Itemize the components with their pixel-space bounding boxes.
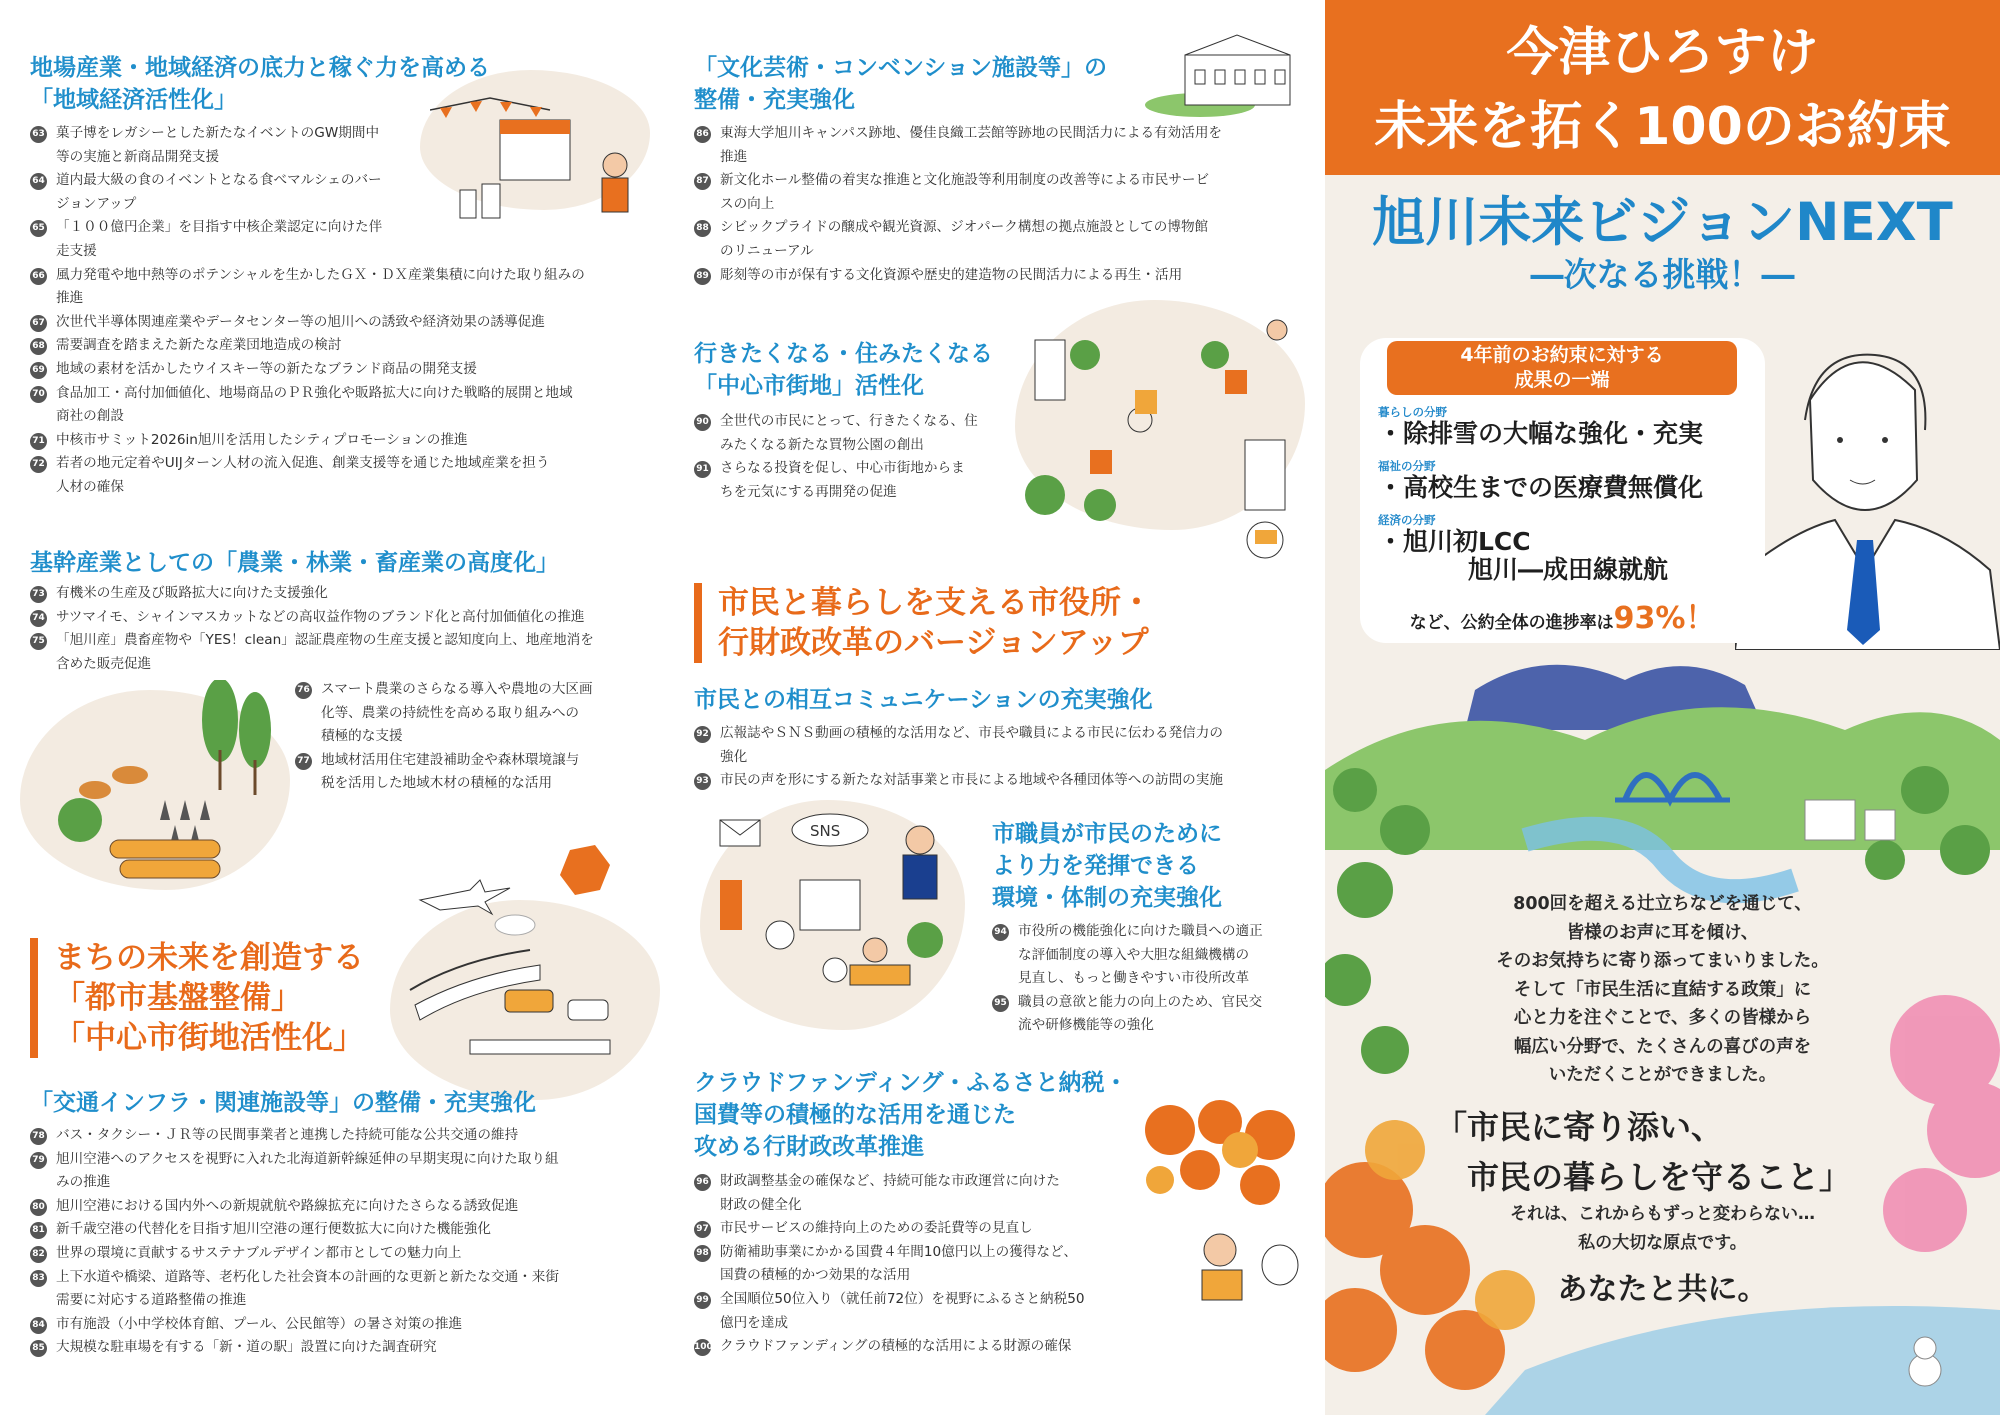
- progress-rate: など、公約全体の進捗率は93%！: [1409, 601, 1716, 636]
- promise-number-badge: 72: [30, 456, 47, 473]
- promise-text: さらなる投資を促し、中心市街地からま: [720, 460, 965, 477]
- section-title-staff-environment: 市職員が市民のために より力を発揮できる 環境・体制の充実強化: [992, 821, 1222, 911]
- promise-list-city-center: [694, 410, 1024, 504]
- promise-text: 需要に対応する道路整備の推進: [56, 1292, 247, 1309]
- city-office-illustration: [700, 800, 965, 1030]
- promise-item: [30, 1266, 660, 1313]
- promise-item: [694, 769, 1319, 793]
- promise-text: 市役所の機能強化に向けた職員への適正: [1018, 923, 1263, 939]
- promise-item: [694, 122, 1319, 169]
- achievement-snow-removal: ・除排雪の大幅な強化・充実: [1378, 419, 1704, 448]
- promise-number-badge: 99: [694, 1292, 711, 1309]
- promise-text: ちを元気にする再開発の促進: [720, 483, 897, 500]
- column-right-cover: [1325, 0, 2000, 1415]
- headline-promise: 未来を拓く100のお約束: [1374, 97, 1951, 157]
- promise-number-badge: 85: [30, 1340, 47, 1357]
- sns-bubble-text: SNS: [810, 822, 841, 840]
- promise-list-staff-environment: [992, 920, 1317, 1038]
- promise-list-transport: [30, 1124, 660, 1360]
- column-left: [0, 0, 680, 1415]
- promise-list-agriculture-2: [295, 678, 670, 796]
- promise-item: [694, 1217, 1144, 1241]
- promise-item: [694, 410, 1024, 457]
- promise-number-badge: 97: [694, 1221, 711, 1238]
- shopping-street-illustration: [1015, 300, 1310, 590]
- promise-number-badge: 80: [30, 1199, 47, 1216]
- promise-number-badge: 63: [30, 126, 47, 143]
- promise-number-badge: 64: [30, 173, 47, 190]
- promise-number-badge: 78: [30, 1128, 47, 1145]
- promise-text: のリニューアル: [720, 242, 814, 259]
- promise-text: 世界の環境に貢献するサステナブルデザイン都市としての魅力向上: [56, 1244, 462, 1261]
- promise-number-badge: 90: [694, 414, 711, 431]
- promise-text: 風力発電や地中熱等のポテンシャルを生かしたＧＸ・ＤＸ産業集積に向けた取り組みの: [56, 266, 585, 283]
- headline-candidate: 今津ひろすけ: [1506, 23, 1819, 83]
- promise-text: 化等、農業の持続性を高める取り組みへの: [321, 704, 580, 721]
- promise-text: 新千歳空港の代替化を目指す旭川空港の運行便数拡大に向けた機能強化: [56, 1221, 491, 1238]
- promise-number-badge: 70: [30, 386, 47, 403]
- promise-text: 億円を達成: [720, 1314, 788, 1331]
- promise-item: [30, 1336, 660, 1360]
- category-economy: 経済の分野: [1378, 513, 1436, 527]
- promise-item: [30, 311, 650, 335]
- promise-number-badge: 100: [694, 1339, 711, 1356]
- big-title-city-hall-reform: 市民と暮らしを支える市役所・ 行財政改革のバージョンアップ: [694, 583, 1152, 663]
- promise-number-badge: 88: [694, 220, 711, 237]
- promise-text: 推進: [56, 290, 84, 307]
- promise-text: シビックプライドの醸成や観光資源、ジオパーク構想の拠点施設としての博物館: [720, 219, 1209, 236]
- promise-number-badge: 87: [694, 173, 711, 190]
- achievement-narita-route: 旭川―成田線就航: [1468, 555, 1669, 584]
- promise-item: [694, 457, 1024, 504]
- promise-text: 菓子博をレガシーとした新たなイベントのGW期間中: [56, 125, 380, 141]
- section-title-culture: 「文化芸術・コンベンション施設等」の 整備・充実強化: [694, 55, 1107, 113]
- promise-number-badge: 82: [30, 1246, 47, 1263]
- promise-number-badge: 92: [694, 726, 711, 743]
- promise-number-badge: 67: [30, 315, 47, 332]
- promise-list-culture: [694, 122, 1319, 287]
- achievement-medical-free: ・高校生までの医療費無償化: [1378, 473, 1704, 502]
- museum-building-illustration: [1140, 30, 1300, 120]
- promise-text: な評価制度の導入や大胆な組織機構の: [1018, 946, 1250, 963]
- transport-illustration: [400, 840, 650, 1080]
- promise-number-badge: 95: [992, 995, 1009, 1012]
- promise-text: 地域材活用住宅建設補助金や森林環境譲与: [321, 751, 580, 768]
- promise-item: [694, 169, 1319, 216]
- promise-number-badge: 65: [30, 220, 47, 237]
- promise-item: [694, 264, 1319, 288]
- promise-text: 中核市サミット2026in旭川を活用したシティプロモーションの推進: [56, 431, 468, 448]
- promise-item: [992, 920, 1317, 991]
- promise-number-badge: 68: [30, 338, 47, 355]
- achievement-lcc: ・旭川初LCC: [1378, 527, 1531, 556]
- promise-text: 等の実施と新商品開発支援: [56, 148, 220, 165]
- promise-item: [30, 629, 660, 676]
- promise-item: [30, 382, 650, 429]
- promise-text: 大規模な駐車場を有する「新・道の駅」設置に向けた調査研究: [56, 1339, 437, 1356]
- promise-item: [992, 991, 1317, 1038]
- promise-number-badge: 86: [694, 126, 711, 143]
- promise-text: 防衛補助事業にかかる国費４年間10億円以上の獲得など、: [720, 1243, 1078, 1260]
- promise-list-agriculture: [30, 582, 660, 676]
- promise-text: 「１００億円企業」を目指す中核企業認定に向けた伴: [56, 219, 383, 236]
- vision-subtitle: ―次なる挑戦！―: [1530, 255, 1795, 294]
- promise-text: 流や研修機能等の強化: [1018, 1017, 1154, 1034]
- candidate-portrait-illustration: [1735, 340, 2000, 650]
- promise-text: 需要調査を踏まえた新たな産業団地造成の検討: [56, 337, 342, 354]
- promise-text: 職員の意欲と能力の向上のため、官民交: [1018, 993, 1263, 1010]
- promise-text: バス・タクシー・ＪＲ等の民間事業者と連携した持続可能な公共交通の維持: [56, 1127, 519, 1143]
- promise-text: 強化: [720, 748, 748, 765]
- promise-item: [30, 1148, 660, 1195]
- promise-text: 走支援: [56, 242, 97, 259]
- promise-text: スマート農業のさらなる導入や農地の大区画: [321, 681, 593, 697]
- promise-item: [30, 582, 660, 606]
- column-middle: [680, 0, 1325, 1415]
- promise-text: 税を活用した地域木材の積極的な活用: [321, 775, 553, 792]
- promise-number-badge: 77: [295, 753, 312, 770]
- promise-number-badge: 89: [694, 268, 711, 285]
- promise-text: 彫刻等の市が保有する文化資源や歴史的建造物の民間活力による再生・活用: [720, 266, 1183, 283]
- closing-slogan: あなたと共に。: [1557, 1272, 1768, 1307]
- progress-rate-value: 93%！: [1613, 601, 1716, 636]
- section-title-city-center: 行きたくなる・住みたくなる 「中心市街地」活性化: [694, 341, 993, 399]
- promise-text: 東海大学旭川キャンパス跡地、優佳良織工芸館等跡地の民間活力による有効活用を: [720, 125, 1223, 141]
- section-title-fiscal-reform: クラウドファンディング・ふるさと納税・ 国費等の積極的な活用を通じた 攻める行財政改革推進: [694, 1070, 1128, 1160]
- promise-item: [694, 1241, 1144, 1288]
- promise-text: クラウドファンディングの積極的な活用による財源の確保: [720, 1338, 1072, 1355]
- promise-item: [30, 429, 650, 453]
- promise-text: 全国順位50位入り（就任前72位）を視野にふるさと納税50: [720, 1290, 1085, 1307]
- headline-banner: [1325, 0, 2000, 175]
- message-paragraph: 800回を超える辻立ちなどを通じて、 皆様のお声に耳を傾け、 そのお気持ちに寄り添ってまいりました。 そして「市民生活に直結する政策」に 心と力を注ぐことで、多くの皆様から 幅広い分野で、たくさんの喜びの声を いただくことができました。: [1496, 894, 1829, 1085]
- promise-item: [30, 264, 650, 311]
- promise-number-badge: 69: [30, 362, 47, 379]
- promise-item: [30, 1242, 660, 1266]
- promise-text: 旭川空港へのアクセスを視野に入れた北海道新幹線延伸の早期実現に向けた取り組: [56, 1150, 559, 1167]
- promise-number-badge: 93: [694, 773, 711, 790]
- promise-item: [30, 452, 650, 499]
- promise-text: 商社の創設: [56, 408, 124, 425]
- promise-item: [30, 358, 650, 382]
- promise-item: [694, 1170, 1144, 1217]
- promise-number-badge: 74: [30, 610, 47, 627]
- promise-text: 財政調整基金の確保など、持続可能な市政運営に向けた: [720, 1173, 1060, 1189]
- promise-number-badge: 94: [992, 924, 1009, 941]
- promise-text: 推進: [720, 148, 748, 165]
- achievements-card: [1360, 338, 1765, 643]
- promise-number-badge: 66: [30, 268, 47, 285]
- promise-text: 若者の地元定着やUIJターン人材の流入促進、創業支援等を通じた地域産業を担う: [56, 455, 550, 472]
- promise-number-badge: 91: [694, 461, 711, 478]
- category-welfare: 福祉の分野: [1378, 459, 1436, 473]
- promise-text: 財政の健全化: [720, 1196, 802, 1213]
- farm-illustration: [25, 680, 290, 890]
- promise-number-badge: 76: [295, 682, 312, 699]
- achievements-header: 4年前のお約束に対する 成果の一端: [1387, 341, 1737, 395]
- promise-text: 地域の素材を活かしたウイスキー等の新たなブランド商品の開発支援: [56, 360, 477, 377]
- promise-item: [30, 334, 650, 358]
- autumn-trees-illustration: [1140, 1100, 1315, 1320]
- promise-text: 広報誌やＳＮＳ動画の積極的な活用など、市長や職員による市民に伝わる発信力の: [720, 725, 1223, 741]
- market-stall-illustration: [430, 80, 650, 230]
- promise-number-badge: 71: [30, 433, 47, 450]
- promise-text: 次世代半導体関連産業やデータセンター等の旭川への誘致や経済効果の誘導促進: [56, 313, 545, 330]
- closing-message: それは、これからもずっと変わらない… 私の大切な原点です。: [1510, 1204, 1815, 1253]
- promise-list-fiscal-reform: [694, 1170, 1144, 1359]
- promise-item: [30, 1195, 660, 1219]
- promise-number-badge: 81: [30, 1222, 47, 1239]
- promise-text: 食品加工・高付加価値化、地場商品のＰＲ強化や販路拡大に向けた戦略的展開と地域: [56, 384, 573, 401]
- vision-title: 旭川未来ビジョンNEXT: [1372, 192, 1953, 253]
- promise-text: 新文化ホール整備の着実な推進と文化施設等利用制度の改善等による市民サービ: [720, 172, 1210, 189]
- promise-item: [30, 1313, 660, 1337]
- promise-number-badge: 75: [30, 633, 47, 650]
- promise-number-badge: 84: [30, 1317, 47, 1334]
- promise-text: 見直し、もっと働きやすい市役所改革: [1018, 970, 1250, 987]
- section-title-local-economy: 地場産業・地域経済の底力と稼ぐ力を高める 「地域経済活性化」: [30, 55, 490, 113]
- promise-text: みたくなる新たな買物公園の創出: [720, 436, 924, 453]
- promise-item: [295, 678, 670, 749]
- promise-item: [30, 606, 660, 630]
- promise-text: 国費の積極的かつ効果的な活用: [720, 1267, 911, 1284]
- promise-item: [694, 1335, 1144, 1359]
- section-title-agriculture: 基幹産業としての「農業・林業・畜産業の高度化」: [30, 550, 559, 576]
- promise-item: [30, 1218, 660, 1242]
- section-title-communication: 市民との相互コミュニケーションの充実強化: [694, 687, 1153, 713]
- promise-text: 市民の声を形にする新たな対話事業と市長による地域や各種団体等への訪問の実施: [720, 772, 1223, 789]
- promise-item: [295, 749, 670, 796]
- promise-text: 積極的な支援: [321, 728, 403, 745]
- big-title-urban-infrastructure: まちの未来を創造する 「都市基盤整備」 「中心市街地活性化」: [30, 938, 364, 1058]
- section-title-transport: 「交通インフラ・関連施設等」の整備・充実強化: [30, 1090, 536, 1116]
- promise-text: 旭川空港における国内外への新規就航や路線拡充に向けたさらなる誘致促進: [56, 1197, 519, 1214]
- promise-text: サツマイモ、シャインマスカットなどの高収益作物のブランド化と高付加価値化の推進: [56, 608, 585, 625]
- promise-list-communication: [694, 722, 1319, 793]
- quote-text: 「市民に寄り添い、 市民の暮らしを守ること」: [1435, 1108, 1852, 1196]
- promise-text: スの向上: [720, 195, 775, 212]
- category-living: 暮らしの分野: [1378, 405, 1447, 419]
- promise-text: 道内最大級の食のイベントとなる食べマルシェのバー: [56, 172, 382, 189]
- promise-number-badge: 83: [30, 1270, 47, 1287]
- promise-text: 上下水道や橋梁、道路等、老朽化した社会資本の計画的な更新と新たな交通・来街: [56, 1268, 559, 1285]
- promise-item: [694, 722, 1319, 769]
- promise-number-badge: 73: [30, 586, 47, 603]
- promise-item: [694, 216, 1319, 263]
- promise-text: 含めた販売促進: [56, 655, 152, 672]
- promise-item: [30, 1124, 660, 1148]
- promise-number-badge: 98: [694, 1245, 711, 1262]
- promise-text: 有機米の生産及び販路拡大に向けた支援強化: [56, 585, 328, 601]
- promise-text: 市有施設（小中学校体育館、プール、公民館等）の暑さ対策の推進: [56, 1315, 463, 1332]
- promise-text: ジョンアップ: [56, 195, 137, 212]
- promise-text: みの推進: [56, 1174, 111, 1191]
- promise-text: 人材の確保: [56, 478, 124, 495]
- promise-text: 全世代の市民にとって、行きたくなる、住: [720, 413, 978, 429]
- promise-number-badge: 96: [694, 1174, 711, 1191]
- promise-number-badge: 79: [30, 1152, 47, 1169]
- promise-text: 「旭川産」農畜産物や「YES！clean」認証農産物の生産支援と認知度向上、地産地消を: [56, 632, 594, 649]
- promise-item: [694, 1288, 1144, 1335]
- promise-text: 市民サービスの維持向上のための委託費等の見直し: [720, 1220, 1033, 1237]
